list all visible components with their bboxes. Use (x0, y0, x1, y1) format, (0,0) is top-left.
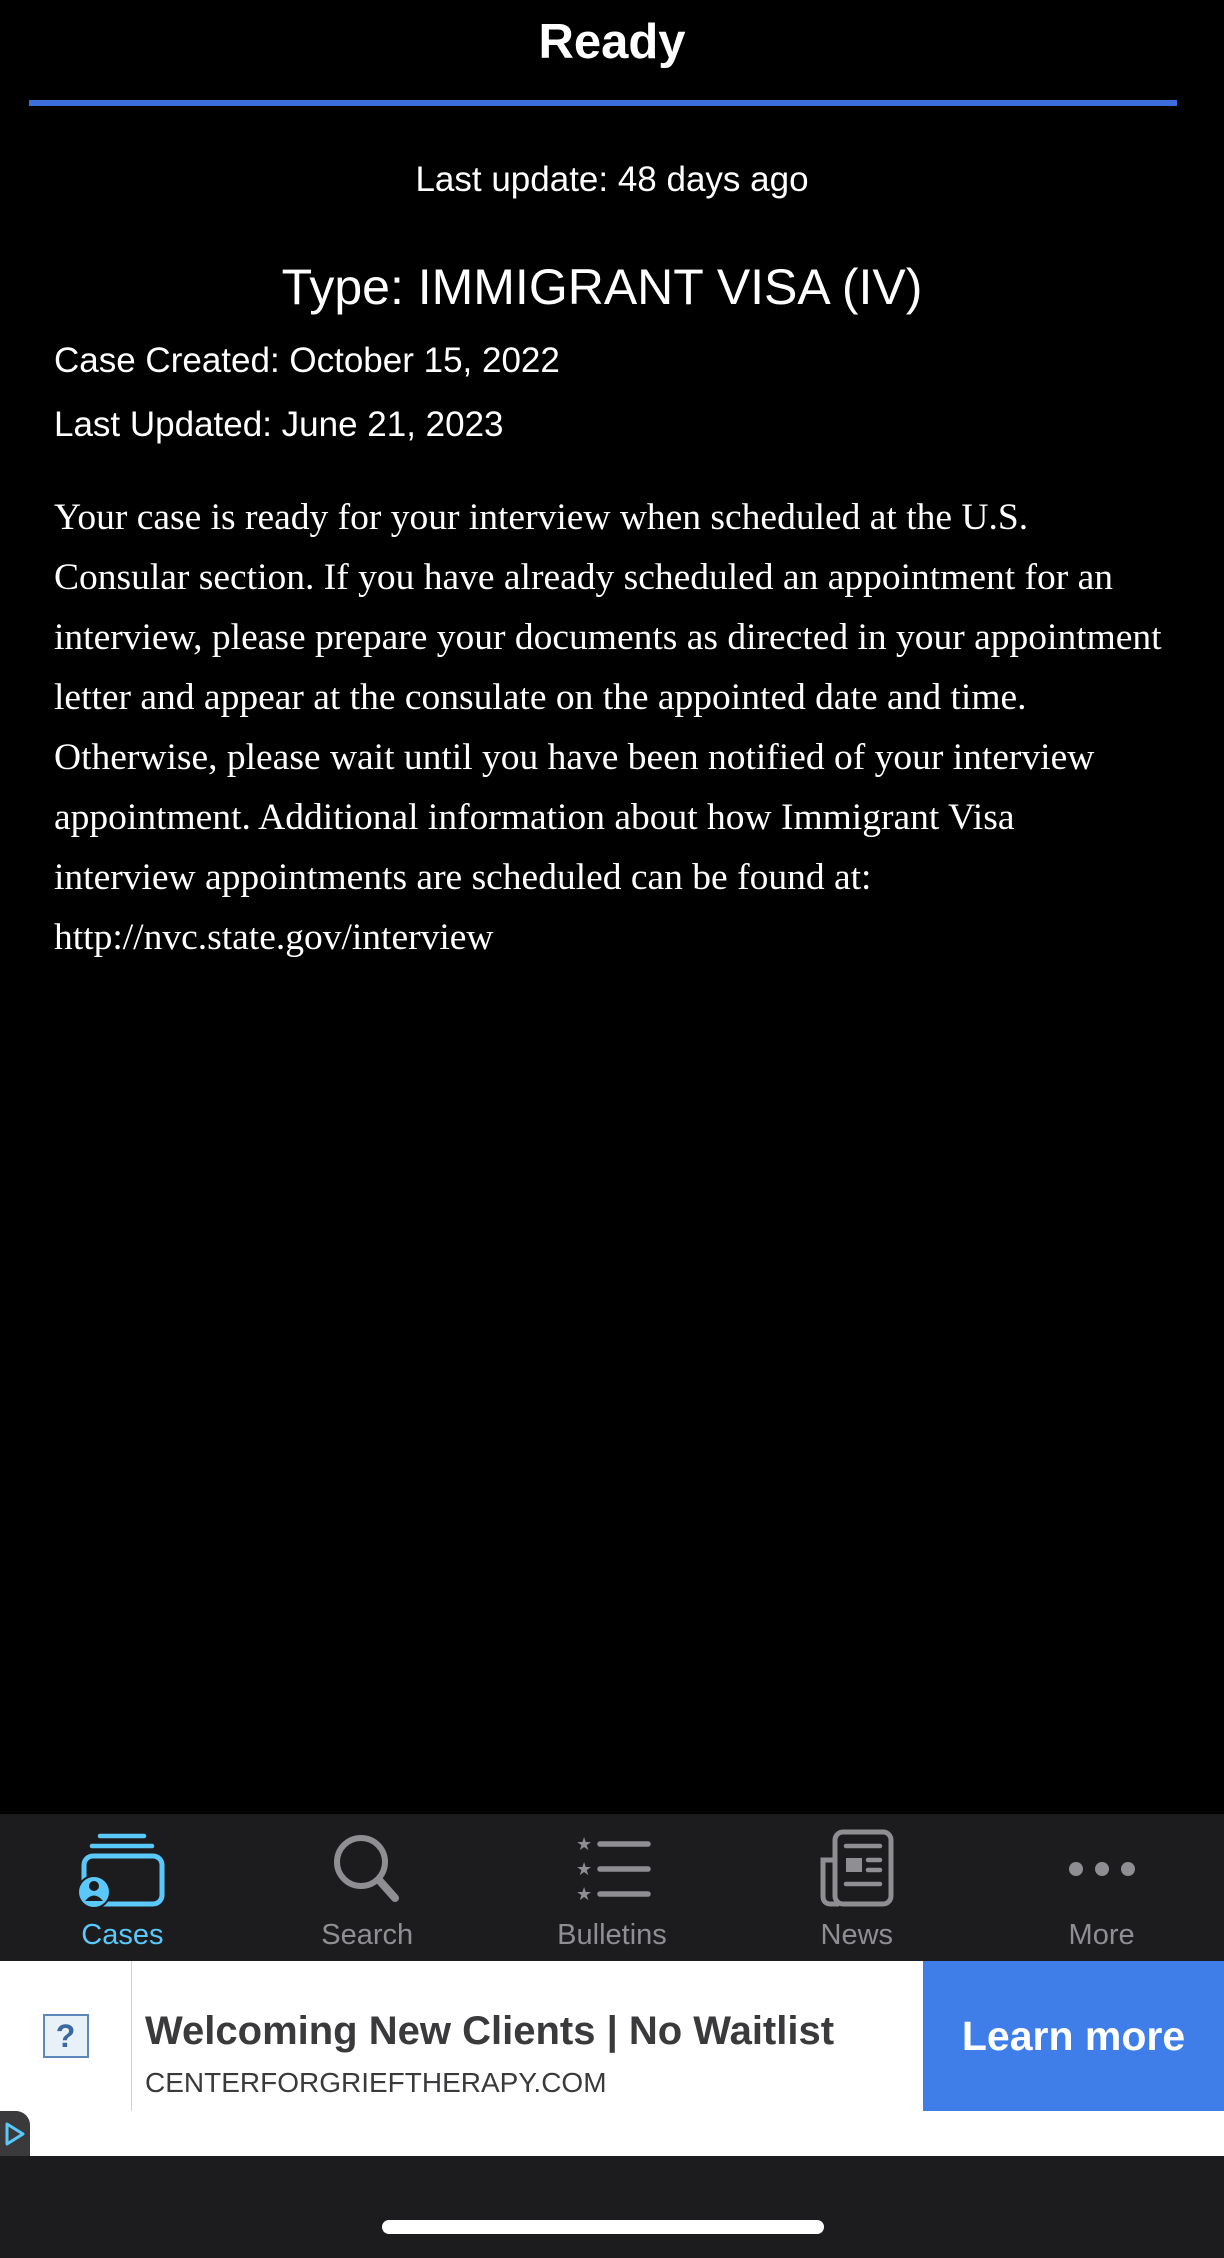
tab-label: Bulletins (557, 1919, 667, 1951)
ad-headline[interactable]: Welcoming New Clients | No Waitlist (145, 2009, 835, 2053)
tab-search[interactable] (245, 1814, 490, 1961)
tab-more[interactable] (979, 1814, 1224, 1961)
case-updated-date: Last Updated: June 21, 2023 (54, 405, 504, 444)
more-icon (1054, 1828, 1150, 1910)
svg-text:★: ★ (575, 1834, 593, 1855)
adchoices-icon[interactable] (0, 2111, 30, 2156)
status-progress-fill (29, 100, 1177, 106)
svg-text:★: ★ (575, 1859, 593, 1880)
svg-text:★: ★ (575, 1884, 593, 1905)
tab-label: Cases (81, 1919, 164, 1951)
tab-cases[interactable] (0, 1814, 245, 1961)
home-indicator[interactable] (382, 2220, 824, 2234)
last-update-text: Last update: 48 days ago (415, 160, 809, 199)
page-title: Ready (538, 15, 686, 69)
case-created-date: Case Created: October 15, 2022 (54, 341, 560, 380)
question-mark-icon: ? (43, 2014, 89, 2058)
learn-more-button[interactable]: Learn more (923, 1961, 1224, 2111)
ad-footer-strip (0, 2111, 1224, 2156)
tab-label: News (820, 1919, 894, 1951)
tab-label: Search (321, 1919, 414, 1951)
ad-domain[interactable]: CENTERFORGRIEFTHERAPY.COM (145, 2067, 607, 2098)
tab-news[interactable] (734, 1814, 979, 1961)
ad-image[interactable] (0, 1961, 132, 2111)
case-type: Type: IMMIGRANT VISA (IV) (281, 259, 923, 315)
ad-banner[interactable] (0, 1961, 1224, 2111)
tab-bar (0, 1814, 1224, 1961)
bulletins-icon (564, 1828, 660, 1910)
news-icon (809, 1828, 905, 1910)
tab-label: More (1068, 1919, 1135, 1951)
bottom-safe-area (0, 2156, 1224, 2258)
status-progress-bar (29, 100, 1177, 106)
case-status-description: Your case is ready for your interview when scheduled at the U.S. Consular section. If you have already scheduled an appointment for an interview, please prepare your documents as directed in your appointment letter and appear at the consulate on the appointed date and time. Otherwise, please wait until you have been notified of your interview appointment. Additional information about how Immigrant Visa interview appointments are scheduled can be found at: http://nvc.state.gov/interview (54, 497, 1162, 958)
search-icon (319, 1828, 415, 1910)
cases-icon (74, 1828, 170, 1910)
tab-bulletins[interactable] (490, 1814, 735, 1961)
